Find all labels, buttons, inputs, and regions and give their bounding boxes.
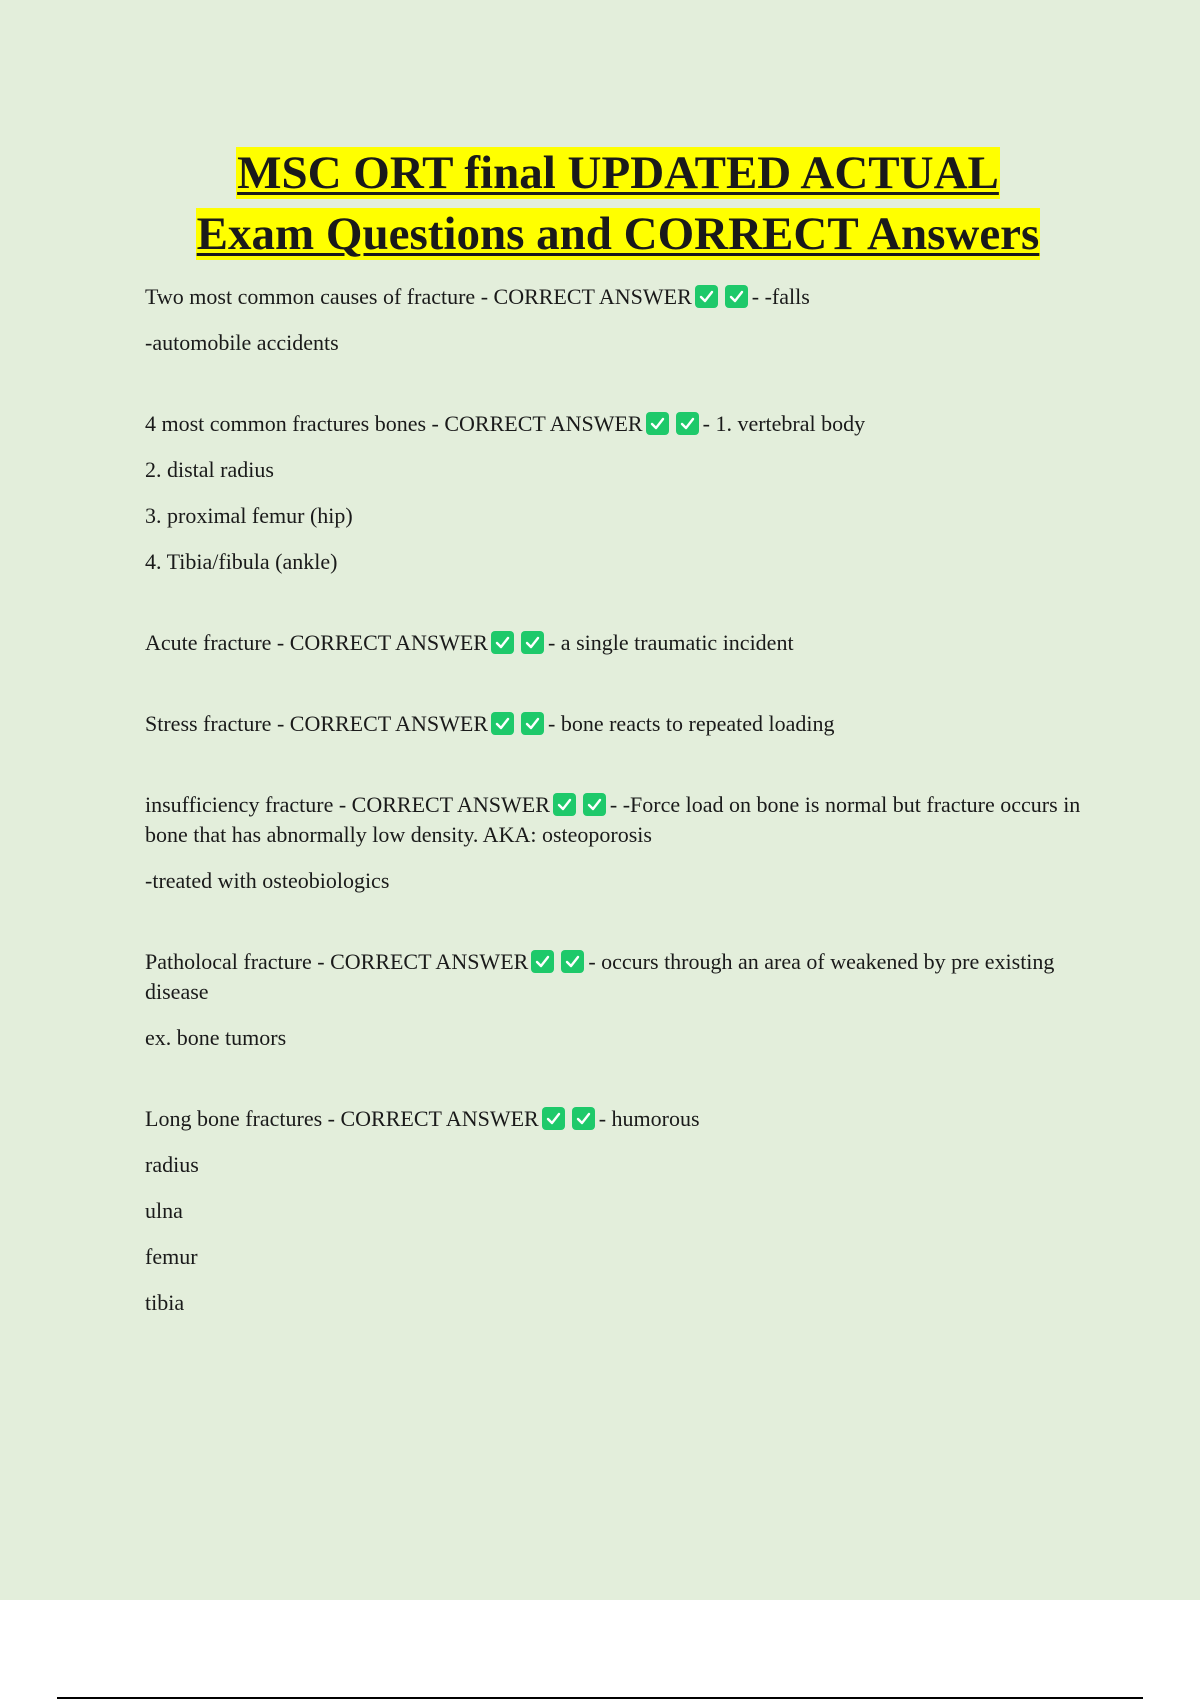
question-text: insufficiency fracture - CORRECT ANSWER (145, 792, 550, 817)
question-text: Two most common causes of fracture - CORRECT ANSWER (145, 284, 692, 309)
check-mark-icon (491, 712, 514, 735)
check-mark-icon (553, 793, 576, 816)
document-title (0, 143, 1200, 265)
question-text: Long bone fractures - CORRECT ANSWER (145, 1106, 539, 1131)
qa-question-line (145, 709, 1095, 739)
answer-text: - a single traumatic incident (547, 630, 794, 655)
check-mark-icon (542, 1107, 565, 1130)
answer-line: ex. bone tumors (145, 1025, 287, 1050)
question-text: 4 most common fractures bones - CORRECT ANSWER (145, 411, 643, 436)
answer-line: 2. distal radius (145, 457, 274, 482)
qa-question-line (145, 947, 1095, 1007)
qa-list (145, 282, 1095, 1334)
answer-line: -automobile accidents (145, 330, 339, 355)
answer-text: - humorous (598, 1106, 700, 1131)
answer-text: - -Force load on bone is normal but fracture occurs in bone that has abnormally low density. AKA: osteoporosis (145, 792, 1081, 847)
answer-line: 4. Tibia/fibula (ankle) (145, 549, 338, 574)
check-mark-icon (531, 950, 554, 973)
qa-question-line (145, 1104, 1095, 1134)
qa-item (145, 709, 1095, 739)
question-text: Stress fracture - CORRECT ANSWER (145, 711, 489, 736)
answer-line: tibia (145, 1290, 185, 1315)
check-mark-icon (583, 793, 606, 816)
qa-question-line (145, 409, 1095, 439)
title-line-2: Exam Questions and CORRECT Answers (196, 208, 1040, 260)
check-mark-icon (491, 631, 514, 654)
answer-line: -treated with osteobiologics (145, 868, 390, 893)
qa-item (145, 790, 1095, 896)
qa-question-line (145, 628, 1095, 658)
qa-item (145, 628, 1095, 658)
answer-text: - occurs through an area of weakened by pre existing disease (145, 949, 1055, 1004)
question-text: Patholocal fracture - CORRECT ANSWER (145, 949, 529, 974)
qa-question-line (145, 790, 1095, 850)
answer-line: ulna (145, 1198, 183, 1223)
check-mark-icon (521, 712, 544, 735)
check-mark-icon (646, 412, 669, 435)
check-mark-icon (572, 1107, 595, 1130)
check-mark-icon (725, 285, 748, 308)
answer-line: radius (145, 1152, 199, 1177)
answer-text: - -falls (751, 284, 810, 309)
answer-text: - bone reacts to repeated loading (548, 711, 835, 736)
footer-divider (57, 1697, 1143, 1699)
answer-line: femur (145, 1244, 198, 1269)
qa-item (145, 282, 1095, 358)
check-mark-icon (561, 950, 584, 973)
check-mark-icon (521, 631, 544, 654)
answer-line: 3. proximal femur (hip) (145, 503, 353, 528)
question-text: Acute fracture - CORRECT ANSWER (145, 630, 488, 655)
qa-item (145, 409, 1095, 577)
qa-question-line (145, 282, 1095, 312)
check-mark-icon (676, 412, 699, 435)
qa-item (145, 1104, 1095, 1318)
title-line-1: MSC ORT final UPDATED ACTUAL (237, 147, 999, 199)
qa-item (145, 947, 1095, 1053)
check-mark-icon (695, 285, 718, 308)
answer-text: - 1. vertebral body (702, 411, 866, 436)
